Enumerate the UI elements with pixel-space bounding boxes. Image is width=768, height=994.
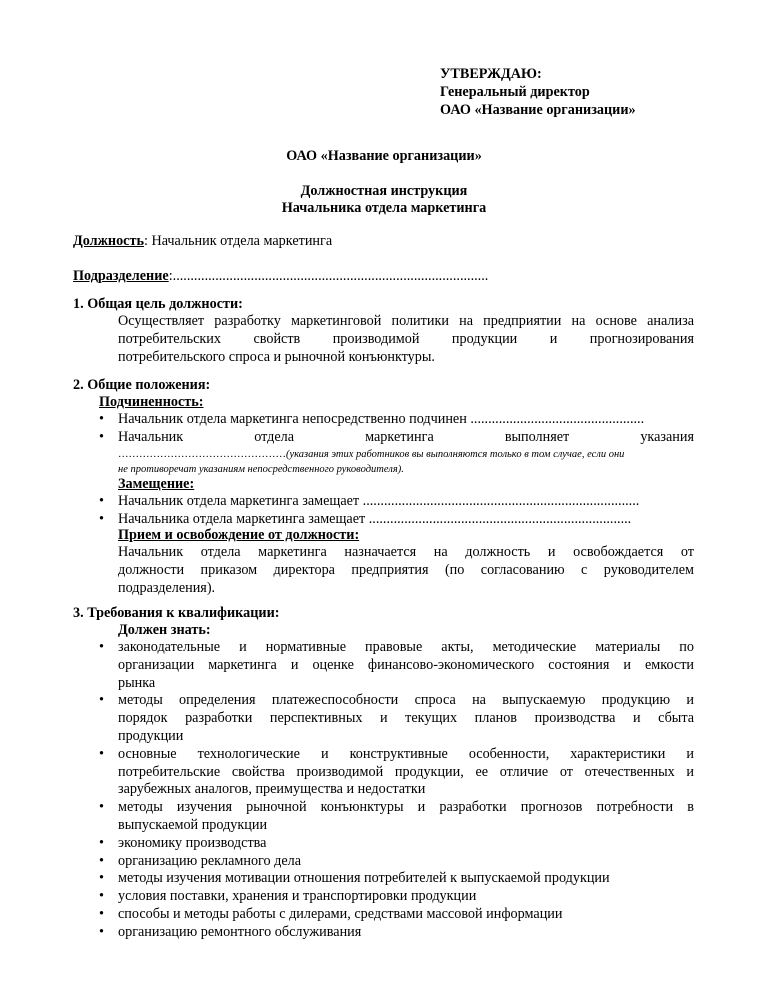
list-item-line: порядок разработки перспективных и текущих планов производства и сбыта (118, 710, 694, 727)
approval-position: Генеральный директор (440, 83, 590, 100)
hiring-heading: Прием и освобождение от должности: (118, 527, 360, 543)
list-item-line: • законодательные и нормативные правовые акты, методические материалы по (118, 639, 694, 655)
list-item-line: продукции (118, 727, 184, 744)
subordination-list (99, 411, 694, 447)
hiring-body (118, 544, 694, 597)
division-field (73, 268, 488, 286)
list-item-line: потребительские свойства производимой продукции, ее отличие от отечественных и (118, 763, 694, 780)
instructions-dots: ………………………………………… (118, 449, 286, 460)
division-value: :......................................................................................... (168, 268, 489, 284)
list-item (99, 870, 694, 888)
section-1-line: потребительского спроса и рыночной конъюнктуры. (118, 348, 435, 365)
list-item (99, 746, 694, 799)
list-item (99, 639, 694, 692)
must-know-heading: Должен знать: (118, 622, 211, 638)
hiring-line: подразделения). (118, 579, 216, 596)
subordination-heading: Подчиненность: (99, 394, 204, 410)
list-item (99, 429, 694, 447)
replacement-heading: Замещение: (118, 476, 195, 492)
list-item-line: • основные технологические и конструктивные особенности, характеристики и (118, 745, 694, 762)
replacement-list (99, 493, 694, 529)
section-1-line: Осуществляет разработку маркетинговой политики на предприятии на основе анализа (118, 313, 694, 329)
position-label: Должность (73, 233, 144, 249)
list-item-line: выпускаемой продукции (118, 816, 268, 833)
approval-organization: ОАО «Название организации» (440, 101, 636, 118)
section-1-title: 1. Общая цель должности: (73, 296, 243, 312)
list-item (99, 924, 694, 942)
section-3-title: 3. Требования к квалификации: (73, 605, 280, 621)
hiring-line: Начальник отдела маркетинга назначается на должность и освобождается от (118, 544, 694, 560)
list-item-line: зарубежных аналогов, преимущества и недостатки (118, 781, 426, 798)
list-item-line: • способы и методы работы с дилерами, средствами массовой информации (118, 905, 563, 922)
organization-name: ОАО «Название организации» (286, 148, 482, 164)
approval-block (440, 66, 636, 119)
list-item (99, 906, 694, 924)
list-item (99, 692, 694, 745)
section-1-line: потребительских свойств производимой продукции и прогнозирования (118, 330, 694, 347)
approval-heading: УТВЕРЖДАЮ: (440, 66, 542, 82)
list-item-line: • экономику производства (118, 834, 267, 851)
list-item (99, 853, 694, 871)
list-item-line: рынка (118, 674, 156, 691)
list-item-line: • методы изучения мотивации отношения потребителей к выпускаемой продукции (118, 870, 610, 887)
list-item: • Начальника отдела маркетинга замещает .......................................................................... (99, 511, 694, 529)
list-item-line: • методы определения платежеспособности спроса на выпускаемую продукцию и (118, 692, 694, 709)
list-item (99, 799, 694, 835)
list-item (99, 835, 694, 853)
document-title: Должностная инструкция (300, 183, 468, 199)
list-item (99, 888, 694, 906)
list-item: • Начальник отдела маркетинга замещает .............................................................................. (99, 493, 694, 511)
list-item-line: • организацию ремонтного обслуживания (118, 923, 362, 940)
instructions-note-line: не противоречат указаниям непосредственного руководителя). (118, 464, 404, 475)
requirements-list (99, 639, 694, 942)
list-item-line: организации маркетинга и оценке финансово-экономического состояния и емкости (118, 656, 694, 673)
hiring-line: должности приказом директора предприятия (по согласованию с руководителем (118, 561, 694, 578)
list-item-line: • условия поставки, хранения и транспортировки продукции (118, 888, 477, 905)
list-item: • Начальник отдела маркетинга непосредственно подчинен ................................................. (99, 411, 694, 429)
list-item-line: • организацию рекламного дела (118, 852, 302, 869)
instructions-note-text: (указания этих работников вы выполняются только в том случае, если они (286, 449, 625, 460)
position-field (73, 233, 332, 251)
document-subtitle: Начальника отдела маркетинга (281, 200, 487, 216)
section-2-title: 2. Общие положения: (73, 377, 211, 393)
position-value: : Начальник отдела маркетинга (143, 233, 333, 249)
list-item-line: • методы изучения рыночной конъюнктуры и разработки прогнозов потребности в (118, 799, 694, 816)
list-item-text: • Начальник отдела маркетинга выполняет указания (118, 428, 694, 445)
section-1-body (118, 313, 694, 366)
division-label: Подразделение (73, 268, 169, 284)
